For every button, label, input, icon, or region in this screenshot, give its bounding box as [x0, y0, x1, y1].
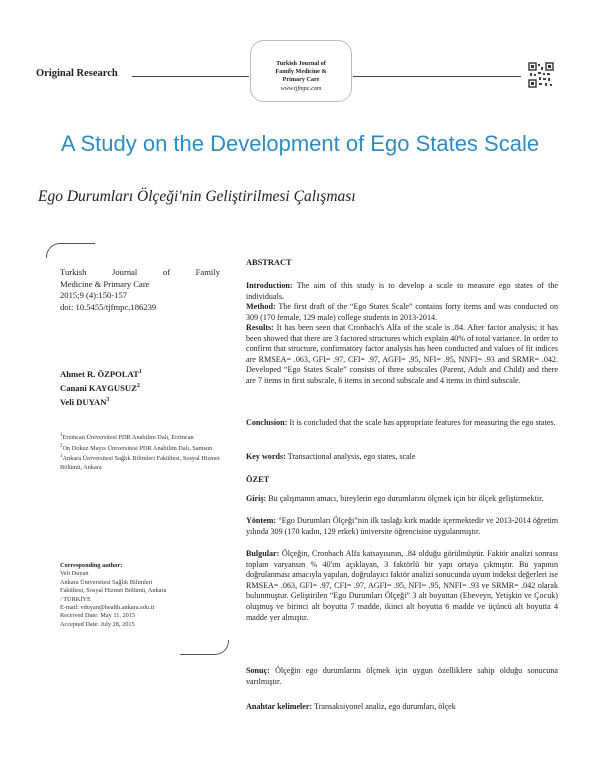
abstract-method: Method: The first draft of the “Ego States Scale” contains forty items and was conducted on 309 (170 female, 129 male) college students in 2013-2014.: [246, 302, 558, 322]
qr-code-icon: [528, 62, 554, 88]
header-rule-right: [353, 76, 521, 77]
corresponding-line: Veli Duyan: [60, 570, 89, 578]
affiliation-3: $^3$Ankara Üniversitesi Sağlık Bilimleri Fakültesi, Sosyal Hizmet Bölümü, Ankara: [60, 454, 220, 472]
abstract-results: Results: It has been seen that Cronbach's Alfa of the scale is .84. After factor analysis; it has been showed that there are 3 factored structures which explain 40% of total variance. In order to confirm that structure, confirmatory factor analysis has been conducted and values of fit indices are RMSEA= .063, GFI= .97, CFI= .97, AGFI= .95, NFI= .95, NNFI= .93 and SRMR= .042. Developed “Ego States Scale” consists of three subscales (Parent, Adult and Child) and there are 7 items in first subscale, 6 items in second subscale and 4 items in third subscale.: [246, 323, 558, 385]
article-title: A Study on the Development of Ego States Scale: [60, 131, 540, 156]
corresponding-heading: Corresponding author:: [60, 562, 123, 569]
journal-logo: [250, 40, 352, 102]
logo-url: www.tjfmpc.com: [280, 85, 322, 92]
author-2: Canani KAYGUSUZ$^2$: [60, 382, 140, 393]
journal-line-2: Medicine & Primary Care: [60, 278, 150, 289]
journal-citation: [60, 267, 220, 313]
ozet-yontem: Yöntem: “Ego Durumları Ölçeği”nin ilk taslağı kırk madde içermektedir ve 2013-2014 öğretim yılında 309 (170 kadın, 129 erkek) üniversite öğrencisine uygulanmıştır.: [246, 516, 558, 536]
ozet-bulgular: Bulgular: Ölçeğin, Cronbach Alfa katsayısının, .84 olduğu görülmüştür. Faktör analizi sonrası toplam varyansın % 40'ını açıklayan, 3 faktörlü bir yapı ortaya çıkmıştır. Bu yapının doğrulanması amacıyla yapılan, doğrulayıcı faktör analizi sonucunda uyum indeksi değerleri ise RMSEA= .063, GFI= .97, CFI= .97, AGFI= .95, NFI= .95, NNFI= .93 ve SRMR= .042 olarak bulunmuştur. Geliştirilen “Ego Durumları Ölçeği” 3 alt boyuttan (Ebeveyn, Yetişkin ve Çocuk) oluşmuş ve birinci alt boyutta 7 madde, ikinci alt boyutta 6 madde ve üçüncü alt boyutta 4 madde yer almıştır.: [246, 549, 558, 622]
abstract-keywords: Key words: Transactional analysis, ego states, scale: [246, 452, 416, 461]
ozet-heading: ÖZET: [246, 475, 270, 484]
author-1: Ahmet R. ÖZPOLAT$^1$: [60, 368, 142, 379]
affiliation-1: $^1$Erzincan Üniversitesi PDR Anabilim Dalı, Erzincan: [60, 433, 194, 442]
ozet-keywords: Anahtar kelimeler: Transaksiyonel analiz, ego durumları, ölçek: [246, 702, 456, 711]
abstract-introduction: Introduction: The aim of this study is to develop a scale to measure ego states of the individuals.: [246, 281, 558, 301]
ozet-giris: Giriş: Bu çalışmanın amacı, bireylerin ego durumlarını ölçmek için bir ölçek geliştirmektir.: [246, 494, 544, 503]
frame-corner-top-left: [46, 243, 95, 258]
author-3: Veli DUYAN$^3$: [60, 396, 110, 407]
header-rule-left: [132, 76, 249, 77]
abstract-conclusion: Conclusion: It is concluded that the scale has appropriate features for measuring the ego states.: [246, 418, 556, 427]
frame-corner-bottom-right: [180, 640, 229, 655]
affiliations: [60, 432, 220, 473]
journal-line-1: Turkish Journal of Family: [60, 267, 220, 277]
logo-line-2: Family Medicine &: [275, 68, 327, 75]
received-date: Received Date: May 11, 2015: [60, 612, 136, 620]
ozet-sonuc: Sonuç: Ölçeğin ego durumlarını ölçmek için uygun özelliklere sahip olduğu sonucuna varılmıştır.: [246, 666, 558, 686]
journal-line-4: doi: 10.5455/tjfmpc.186239: [60, 301, 157, 312]
article-subtitle: Ego Durumları Ölçeği'nin Geliştirilmesi Çalışması: [38, 188, 356, 205]
affiliation-2: $^2$On Dokuz Mayıs Üniversitesi PDR Anabilim Dalı, Samsun: [60, 443, 213, 452]
corresponding-line: Ankara Üniversitesi Sağlık Bilimleri: [60, 578, 153, 586]
abstract-heading: ABSTRACT: [246, 258, 292, 267]
logo-line-3: Primary Care: [282, 76, 320, 83]
corresponding-author-block: [60, 562, 225, 629]
corresponding-line: Fakültesi, Sosyal Hizmet Bölümü, Ankara: [60, 587, 167, 595]
article-type-label: Original Research: [36, 68, 118, 79]
journal-line-3: 2015;9 (4):150-157: [60, 290, 128, 300]
email[interactable]: E-mail: vduyan@health.ankara.edu.tr: [60, 604, 155, 612]
corresponding-line: / TÜRKİYE: [60, 595, 91, 603]
author-list: [60, 366, 142, 408]
accepted-date: Accepted Date: July 28, 2015: [60, 620, 135, 628]
logo-line-1: Turkish Journal of: [276, 60, 326, 67]
